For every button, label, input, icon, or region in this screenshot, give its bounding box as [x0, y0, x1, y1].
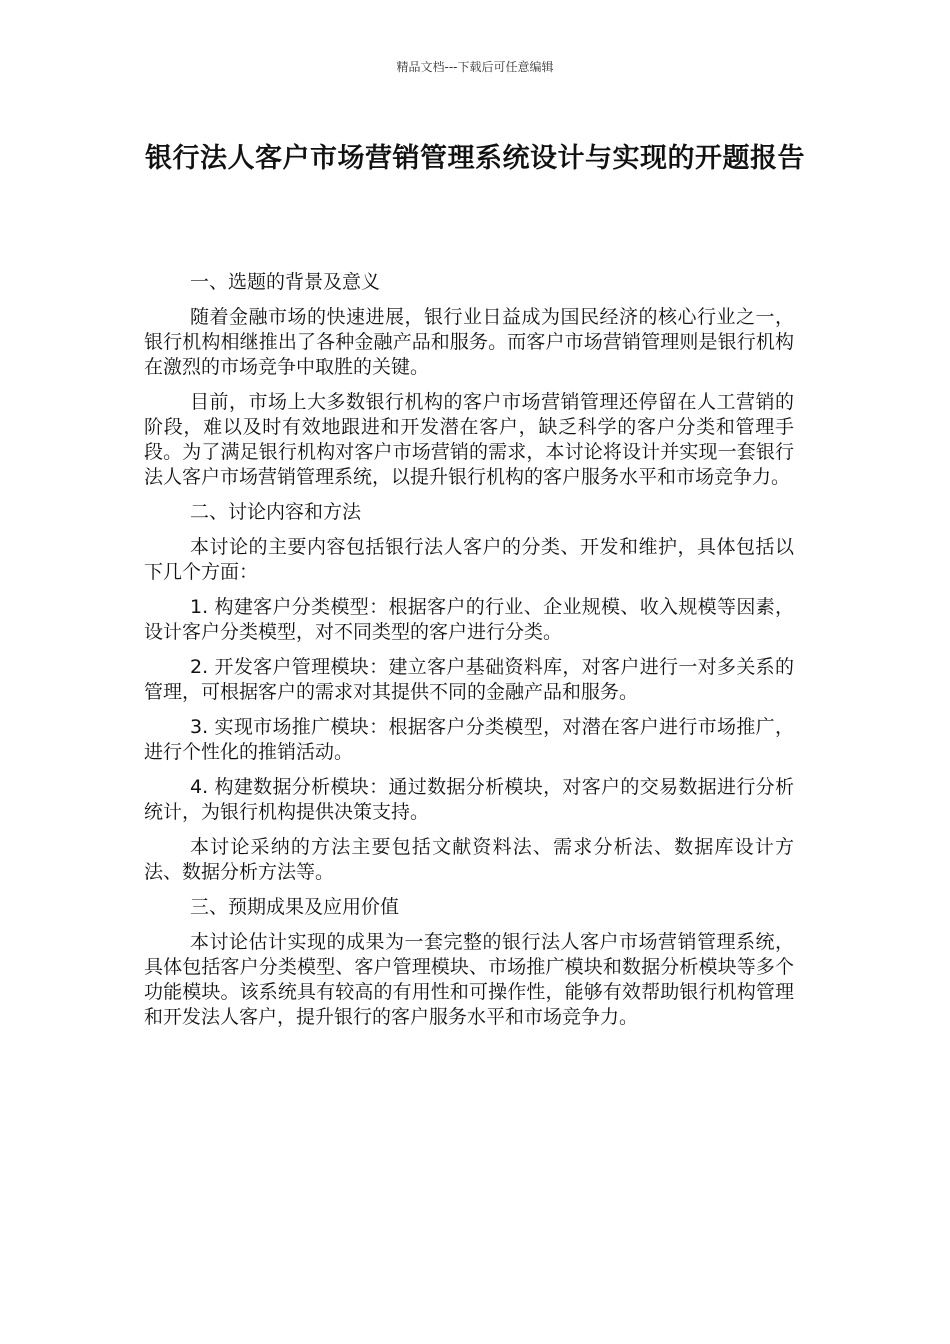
section-heading: 二、讨论内容和方法: [190, 501, 362, 523]
list-item: 1. 构建客户分类模型：根据客户的行业、企业规模、收入规模等因素，设计客户分类模型，对不同类型的客户进行分类。: [144, 596, 794, 643]
paragraph: 本讨论采纳的方法主要包括文献资料法、需求分析法、数据库设计方法、数据分析方法等。: [144, 836, 794, 883]
list-item: 3. 实现市场推广模块：根据客户分类模型，对潜在客户进行市场推广，进行个性化的推销活动。: [144, 716, 794, 763]
list-item: 4. 构建数据分析模块：通过数据分析模块，对客户的交易数据进行分析统计，为银行机构提供决策支持。: [144, 776, 794, 823]
paragraph: 随着金融市场的快速进展，银行业日益成为国民经济的核心行业之一，银行机构相继推出了各种金融产品和服务。而客户市场营销管理则是银行机构在激烈的市场竞争中取胜的关键。: [144, 306, 794, 378]
document-title: 银行法人客户市场营销管理系统设计与实现的开题报告: [145, 143, 805, 174]
document-body: [144, 270, 794, 1040]
paragraph: 目前，市场上大多数银行机构的客户市场营销管理还停留在人工营销的阶段，难以及时有效地跟进和开发潜在客户，缺乏科学的客户分类和管理手段。为了满足银行机构对客户市场营销的需求，本讨论将设计并实现一套银行法人客户市场营销管理系统，以提升银行机构的客户服务水平和市场竞争力。: [144, 391, 794, 488]
paragraph: 本讨论的主要内容包括银行法人客户的分类、开发和维护，具体包括以下几个方面：: [144, 536, 794, 583]
paragraph: 本讨论估计实现的成果为一套完整的银行法人客户市场营销管理系统，具体包括客户分类模型、客户管理模块、市场推广模块和数据分析模块等多个功能模块。该系统具有较高的有用性和可操作性，能够有效帮助银行机构管理和开发法人客户，提升银行的客户服务水平和市场竞争力。: [144, 931, 794, 1028]
section-heading: 一、选题的背景及意义: [190, 271, 381, 293]
section-heading: 三、预期成果及应用价值: [190, 896, 400, 918]
header-note: 精品文档---下载后可任意编辑: [396, 60, 554, 74]
list-item: 2. 开发客户管理模块：建立客户基础资料库，对客户进行一对多关系的管理，可根据客户的需求对其提供不同的金融产品和服务。: [144, 656, 794, 703]
